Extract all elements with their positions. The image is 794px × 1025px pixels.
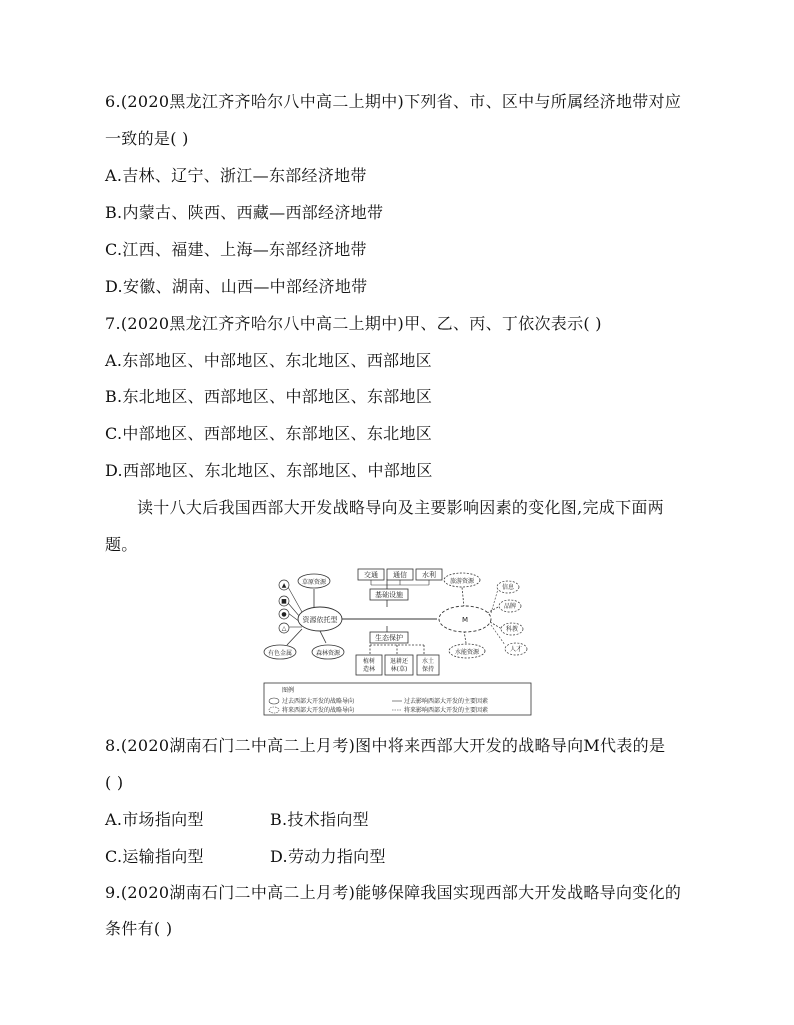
eco-label: 生态保护: [375, 634, 403, 642]
left-small-1-label: ▲: [281, 582, 287, 589]
legend-item-3: 将来西部大开发的战略导向: [282, 707, 355, 714]
left-node-grassland-label: 草原资源: [301, 579, 327, 586]
q6-option-a: A.吉林、辽宁、浙江—东部经济地带: [105, 166, 367, 185]
top-box-1-label: 交通: [364, 571, 378, 579]
left-center-label: 资源依托型: [302, 616, 338, 624]
top-box-3-label: 水利: [422, 571, 436, 579]
bottom-box-3-line2: 保持: [421, 666, 435, 673]
q8-stem-line1: 8.(2020湖南石门二中高二上月考)图中将来西部大开发的战略导向M代表的是: [105, 736, 666, 755]
legend-item-1: 过去西部大开发的战略导向: [282, 698, 355, 705]
q8-option-a: A.市场指向型: [105, 810, 204, 829]
q6-stem-line2: 一致的是( ): [105, 129, 189, 148]
bottom-box-2-line2: 林(草): [390, 666, 408, 673]
q7-option-a: A.东部地区、中部地区、东北地区、西部地区: [105, 351, 432, 370]
bottom-box-2-line1: 退耕还: [389, 658, 409, 665]
right-small-4-label: 人才: [509, 646, 523, 653]
q6-option-c: C.江西、福建、上海—东部经济地带: [105, 240, 367, 259]
q6-option-b: B.内蒙古、陕西、西藏—西部经济地带: [105, 203, 384, 222]
right-small-1-label: 信息: [501, 584, 515, 591]
right-small-3-label: 科教: [505, 626, 519, 633]
q7-option-c: C.中部地区、西部地区、东部地区、东北地区: [105, 424, 433, 443]
intro-line1: 读十八大后我国西部大开发战略导向及主要影响因素的变化图,完成下面两: [137, 498, 664, 517]
left-small-2-label: ■: [281, 598, 287, 605]
strategy-diagram-svg: [262, 567, 533, 717]
q7-stem: 7.(2020黑龙江齐齐哈尔八中高二上期中)甲、乙、丙、丁依次表示( ): [105, 314, 602, 333]
q7-option-d: D.西部地区、东北地区、东部地区、中部地区: [105, 461, 433, 480]
infra-label: 基础设施: [375, 591, 403, 599]
top-box-2-label: 通信: [393, 571, 407, 579]
legend-solid-ellipse-icon: [269, 698, 279, 704]
right-node-tourism-label: 旅游资源: [449, 578, 475, 585]
left-node-forest-label: 森林资源: [315, 650, 341, 657]
q8-option-b: B.技术指向型: [270, 810, 369, 829]
q6-stem-line1: 6.(2020黑龙江齐齐哈尔八中高二上期中)下列省、市、区中与所属经济地带对应: [105, 92, 682, 111]
left-node-metal-label: 有色金属: [267, 650, 293, 657]
legend-item-4: 将来影响西部大开发的主要因素: [404, 707, 489, 714]
q9-stem-line2: 条件有( ): [105, 919, 173, 938]
q8-stem-line2: ( ): [105, 773, 124, 792]
legend-dashed-ellipse-icon: [269, 707, 279, 713]
right-small-2-label: 品牌: [503, 603, 517, 610]
legend-item-2: 过去影响西部大开发的主要因素: [404, 698, 489, 705]
q6-option-d: D.安徽、湖南、山西—中部经济地带: [105, 277, 368, 296]
right-node-hydro-label: 水能资源: [454, 649, 480, 656]
left-small-3-label: ●: [281, 611, 287, 618]
bottom-box-3-line1: 水土: [421, 658, 435, 665]
intro-line2: 题。: [105, 535, 138, 554]
left-small-4-label: △: [281, 625, 287, 632]
bottom-box-1-line2: 造林: [362, 666, 376, 673]
q8-option-c: C.运输指向型: [105, 847, 204, 866]
strategy-diagram: [262, 567, 533, 717]
q8-option-d: D.劳动力指向型: [270, 847, 386, 866]
q7-option-b: B.东北地区、西部地区、中部地区、东部地区: [105, 387, 433, 406]
right-center-label: M: [461, 616, 469, 624]
legend-title: 图例: [282, 687, 295, 694]
bottom-box-1-line1: 植树: [362, 658, 376, 665]
q9-stem-line1: 9.(2020湖南石门二中高二上月考)能够保障我国实现西部大开发战略导向变化的: [105, 883, 682, 902]
